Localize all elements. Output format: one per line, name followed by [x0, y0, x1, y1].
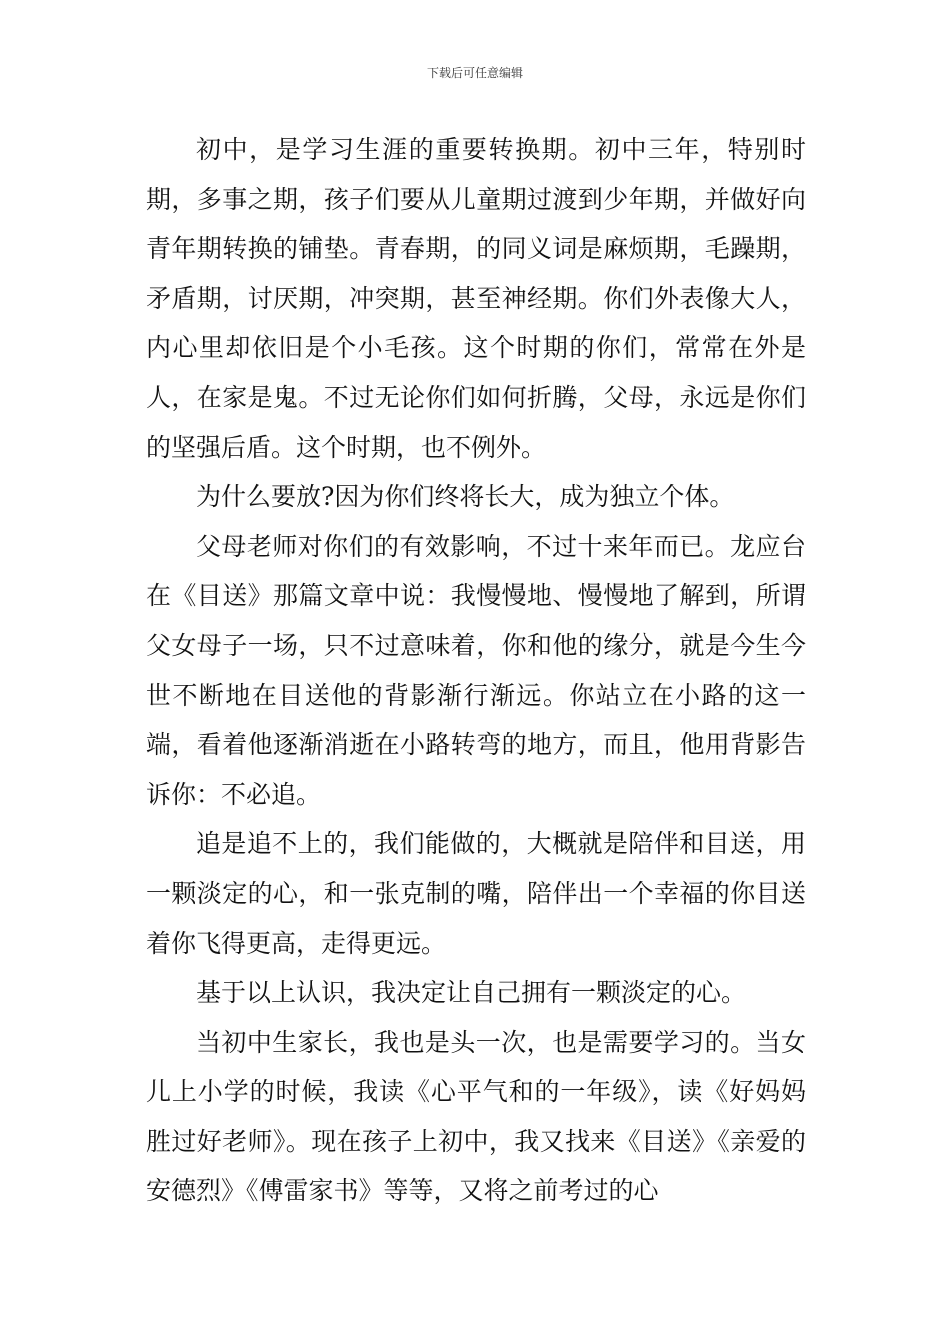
paragraph: 初中，是学习生涯的重要转换期。初中三年，特别时期，多事之期，孩子们要从儿童期过渡到少年期，并做好向青年期转换的铺垫。青春期，的同义词是麻烦期，毛躁期，矛盾期，讨厌期，冲突期，甚至神经期。你们外表像大人，内心里却依旧是个小毛孩。这个时期的你们，常常在外是人，在家是鬼。不过无论你们如何折腾，父母，永远是你们的坚强后盾。这个时期，也不例外。	[146, 135, 806, 462]
paragraph: 当初中生家长，我也是头一次，也是需要学习的。当女儿上小学的时候，我读《心平气和的一年级》，读《好妈妈胜过好老师》。现在孩子上初中，我又找来《目送》《亲爱的安德烈》《傅雷家书》等等，又将之前考过的心	[146, 1027, 806, 1206]
paragraph: 为什么要放?因为你们终将长大，成为独立个体。	[196, 482, 735, 512]
paragraph: 父母老师对你们的有效影响，不过十来年而已。龙应台在《目送》那篇文章中说：我慢慢地、慢慢地了解到，所谓父女母子一场，只不过意味着，你和他的缘分，就是今生今世不断地在目送他的背影渐行渐远。你站立在小路的这一端，看着他逐渐消逝在小路转弯的地方，而且，他用背影告诉你：不必追。	[146, 531, 806, 809]
paragraph: 追是追不上的，我们能做的，大概就是陪伴和目送，用一颗淡定的心，和一张克制的嘴，陪伴出一个幸福的你目送着你飞得更高，走得更远。	[146, 829, 806, 958]
page-header: 下载后可任意编辑	[426, 66, 523, 80]
document-body	[146, 125, 806, 1216]
paragraph: 基于以上认识，我决定让自己拥有一颗淡定的心。	[196, 978, 747, 1008]
